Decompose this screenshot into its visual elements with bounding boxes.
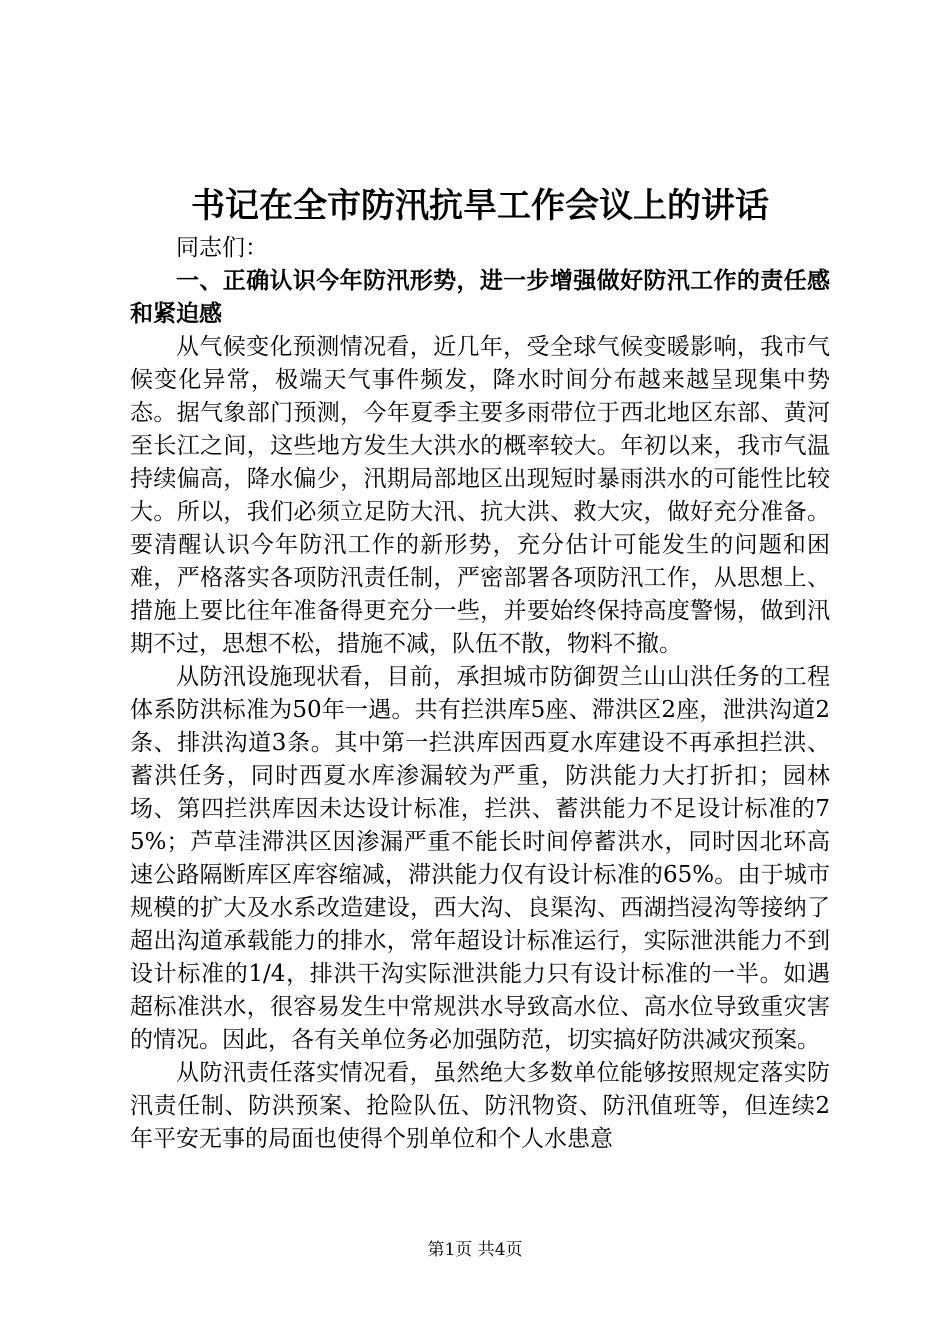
section-heading: 一、正确认识今年防汛形势，进一步增强做好防汛工作的责任感和紧迫感 [130, 268, 830, 327]
paragraph-responsibility: 从防汛责任落实情况看，虽然绝大多数单位能够按照规定落实防汛责任制、防洪预案、抢险队伍、防汛物资、防汛值班等，但连续2年平安无事的局面也使得个别单位和个人水患意 [130, 1060, 830, 1152]
salutation: 同志们： [176, 235, 268, 261]
document-title: 书记在全市防汛抗旱工作会议上的讲话 [191, 186, 769, 226]
paragraph-facilities: 从防汛设施现状看，目前，承担城市防御贺兰山山洪任务的工程体系防洪标准为50年一遇。共有拦洪库5座、滞洪区2座，泄洪沟道2条、排洪沟道3条。其中第一拦洪库因西夏水库建设不再承担拦洪、蓄洪任务，同时西夏水库渗漏较为严重，防洪能力大打折扣；园林场、第四拦洪库因未达设计标准，拦洪、蓄洪能力不足设计标准的75%；芦草洼滞洪区因渗漏严重不能长时间停蓄洪水，同时因北环高速公路隔断库区库容缩减，滞洪能力仅有设计标准的65%。由于城市规模的扩大及水系改造建设，西大沟、良渠沟、西湖挡浸沟等接纳了超出沟道承载能力的排水，常年超设计标准运行，实际泄洪能力不到设计标准的1/4，排洪干沟实际泄洪能力只有设计标准的一半。如遇超标准洪水，很容易发生中常规洪水导致高水位、高水位导致重灾害的情况。因此，各有关单位务必加强防范，切实搞好防洪减灾预案。 [130, 664, 830, 1053]
document-body [130, 232, 830, 1156]
paragraph-climate: 从气候变化预测情况看，近几年，受全球气候变暖影响，我市气候变化异常，极端天气事件频发，降水时间分布越来越呈现集中势态。据气象部门预测，今年夏季主要多雨带位于西北地区东部、黄河至长江之间，这些地方发生大洪水的概率较大。年初以来，我市气温持续偏高，降水偏少，汛期局部地区出现短时暴雨洪水的可能性比较大。所以，我们必须立足防大汛、抗大洪、救大灾，做好充分准备。要清醒认识今年防汛工作的新形势，充分估计可能发生的问题和困难，严格落实各项防汛责任制，严密部署各项防汛工作，从思想上、措施上要比往年准备得更充分一些，并要始终保持高度警惕，做到汛期不过，思想不松，措施不减，队伍不散，物料不撤。 [130, 334, 830, 657]
page-footer: 第1页 共4页 [427, 1240, 523, 1260]
